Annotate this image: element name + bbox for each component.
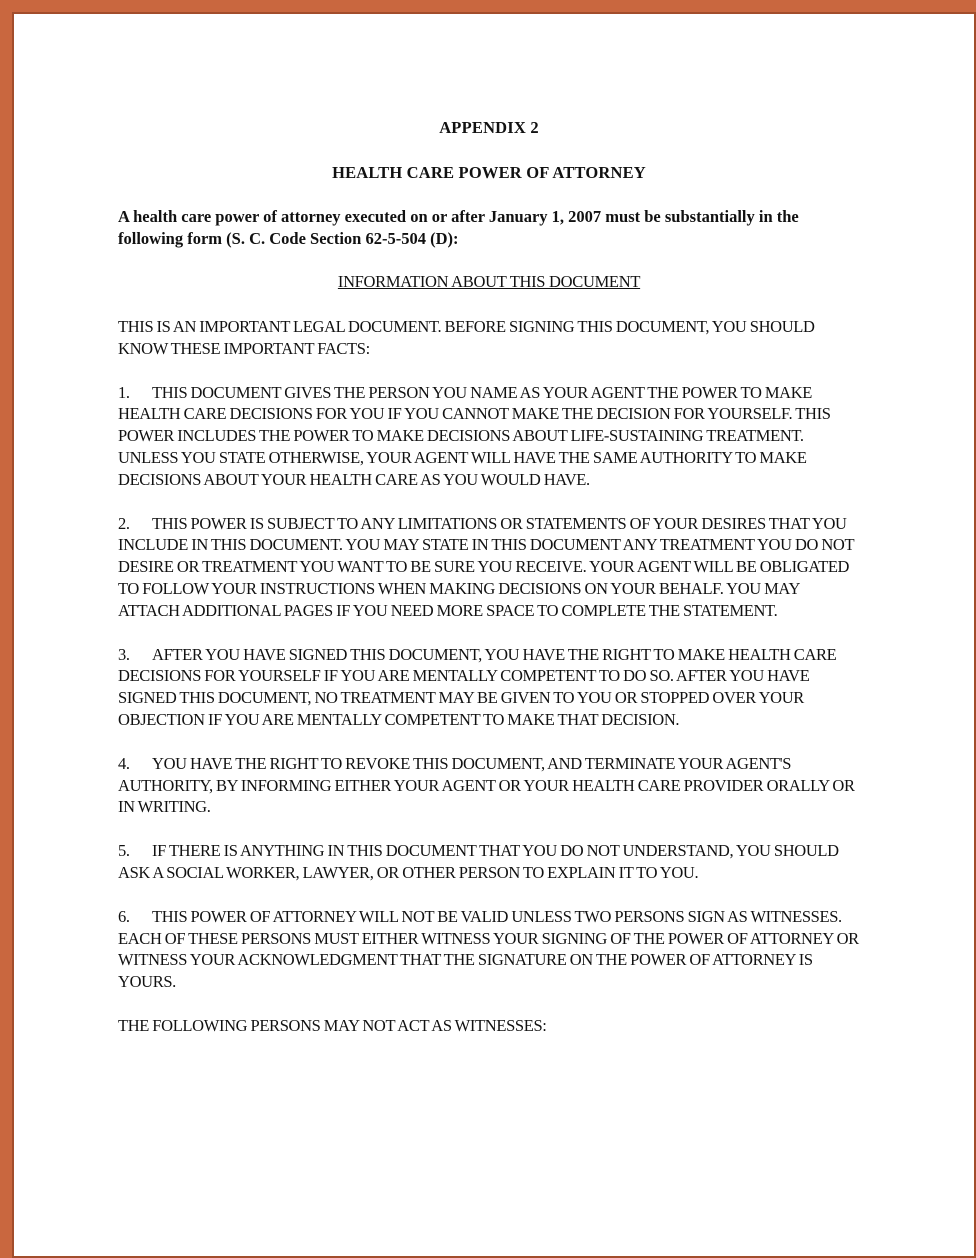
numbered-item-5	[118, 840, 860, 884]
intro-paragraph: A health care power of attorney executed on or after January 1, 2007 must be substantially in the following form (S. C. Code Section 62-5-504 (D):	[118, 207, 799, 248]
preamble-paragraph: THIS IS AN IMPORTANT LEGAL DOCUMENT. BEFORE SIGNING THIS DOCUMENT, YOU SHOULD KNOW THESE IMPORTANT FACTS:	[118, 317, 815, 358]
numbered-item-6	[118, 906, 860, 993]
item-text: THIS POWER IS SUBJECT TO ANY LIMITATIONS OR STATEMENTS OF YOUR DESIRES THAT YOU INCLUDE IN THIS DOCUMENT. YOU MAY STATE IN THIS DOCUMENT ANY TREATMENT YOU DO NOT DESIRE OR TREATMENT YOU WANT TO BE SURE YOU RECEIVE. YOUR AGENT WILL BE OBLIGATED TO FOLLOW YOUR INSTRUCTIONS WHEN MAKING DECISIONS ON YOUR BEHALF. YOU MAY ATTACH ADDITIONAL PAGES IF YOU NEED MORE SPACE TO COMPLETE THE STATEMENT.	[118, 513, 854, 620]
closing-paragraph: THE FOLLOWING PERSONS MAY NOT ACT AS WITNESSES:	[118, 1015, 547, 1035]
document-body	[118, 108, 860, 1037]
numbered-item-1	[118, 382, 860, 491]
numbered-item-2	[118, 513, 860, 622]
item-number: 6.	[118, 906, 130, 926]
item-number: 2.	[118, 513, 130, 533]
numbered-item-3	[118, 644, 860, 731]
item-number: 1.	[118, 382, 130, 402]
item-text: THIS DOCUMENT GIVES THE PERSON YOU NAME AS YOUR AGENT THE POWER TO MAKE HEALTH CARE DECISIONS FOR YOU IF YOU CANNOT MAKE THE DECISION FOR YOURSELF. THIS POWER INCLUDES THE POWER TO MAKE DECISIONS ABOUT LIFE-SUSTAINING TREATMENT. UNLESS YOU STATE OTHERWISE, YOUR AGENT WILL HAVE THE SAME AUTHORITY TO MAKE DECISIONS ABOUT YOUR HEALTH CARE AS YOU WOULD HAVE.	[118, 382, 831, 489]
item-text: YOU HAVE THE RIGHT TO REVOKE THIS DOCUMENT, AND TERMINATE YOUR AGENT'S AUTHORITY, BY INFORMING EITHER YOUR AGENT OR YOUR HEALTH CARE PROVIDER ORALLY OR IN WRITING.	[118, 753, 855, 817]
item-text: IF THERE IS ANYTHING IN THIS DOCUMENT THAT YOU DO NOT UNDERSTAND, YOU SHOULD ASK A SOCIAL WORKER, LAWYER, OR OTHER PERSON TO EXPLAIN IT TO YOU.	[118, 841, 839, 882]
item-text: AFTER YOU HAVE SIGNED THIS DOCUMENT, YOU HAVE THE RIGHT TO MAKE HEALTH CARE DECISIONS FOR YOURSELF IF YOU ARE MENTALLY COMPETENT TO DO SO. AFTER YOU HAVE SIGNED THIS DOCUMENT, NO TREATMENT MAY BE GIVEN TO YOU OR STOPPED OVER YOUR OBJECTION IF YOU ARE MENTALLY COMPETENT TO MAKE THAT DECISION.	[118, 644, 837, 729]
item-number: 3.	[118, 644, 130, 664]
item-number: 5.	[118, 841, 130, 861]
item-number: 4.	[118, 753, 130, 773]
section-heading: INFORMATION ABOUT THIS DOCUMENT	[337, 272, 641, 291]
item-text: THIS POWER OF ATTORNEY WILL NOT BE VALID UNLESS TWO PERSONS SIGN AS WITNESSES. EACH OF THESE PERSONS MUST EITHER WITNESS YOUR SIGNING OF THE POWER OF ATTORNEY OR WITNESS YOUR ACKNOWLEDGMENT THAT THE SIGNATURE ON THE POWER OF ATTORNEY IS YOURS.	[118, 906, 859, 992]
appendix-label: APPENDIX 2	[439, 118, 539, 137]
numbered-item-4	[118, 753, 860, 818]
document-title: HEALTH CARE POWER OF ATTORNEY	[332, 163, 646, 182]
